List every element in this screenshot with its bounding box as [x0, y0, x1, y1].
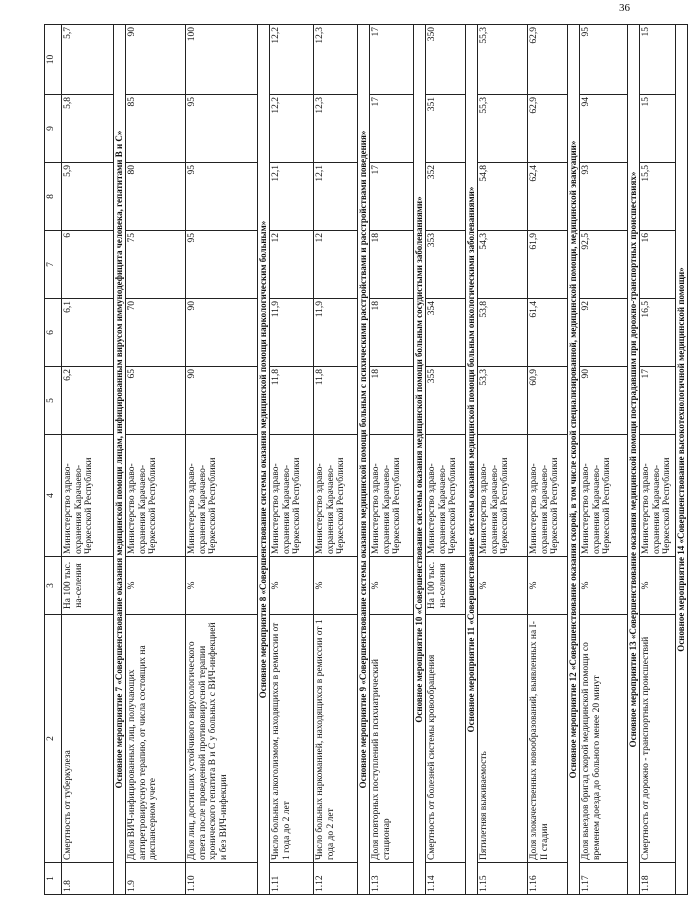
indicator-number: 1.9 — [126, 863, 186, 895]
indicator-value: 18 — [370, 299, 414, 367]
indicator-value: 18 — [370, 367, 414, 435]
indicator-row — [640, 25, 676, 895]
responsible-executor: Министерство здраво-охранения Карачаево-Черкесской Республики — [478, 435, 528, 557]
indicator-name: Доля повторных поступлений в психиатрический стационар — [370, 615, 414, 863]
indicator-value: 95 — [186, 163, 258, 231]
indicator-value: 92,5 — [580, 231, 628, 299]
indicator-value: 80 — [126, 163, 186, 231]
indicator-value: 54,8 — [478, 163, 528, 231]
indicator-value: 5,7 — [62, 25, 114, 95]
indicator-value: 61,9 — [528, 231, 568, 299]
indicator-value: 65 — [126, 367, 186, 435]
indicator-value: 17 — [370, 95, 414, 163]
indicator-name: Доля лиц, достигших устойчивого вирусологического ответа после проведенной противовирусной терапии хронического гепатита В и С у больных с ВИЧ-инфекцией и без ВИЧ-инфекции — [186, 615, 258, 863]
section-title: Основное мероприятие 8 «Совершенствование системы оказания медицинской помощи наркологическим больным» — [258, 25, 270, 895]
indicator-value: 95 — [580, 25, 628, 95]
section-title: Основное мероприятие 12 «Совершенствование оказания скорой, в том числе скорой специализированной, медицинской помощи, медицинской эвакуации» — [568, 25, 580, 895]
indicator-value: 55,3 — [478, 95, 528, 163]
indicator-row — [314, 25, 358, 895]
indicator-value: 95 — [186, 95, 258, 163]
indicator-value: 5,8 — [62, 95, 114, 163]
indicator-value: 62,9 — [528, 25, 568, 95]
indicator-value: 350 — [426, 25, 466, 95]
unit-of-measure: На 100 тыс. на-селения — [62, 557, 114, 615]
section-header-row — [676, 25, 688, 895]
indicators-table — [44, 24, 688, 895]
section-title: Основное мероприятие 10 «Совершенствование системы оказания медицинской помощи больным сосудистыми заболеваниями» — [414, 25, 426, 895]
column-number-row — [45, 25, 62, 895]
section-header-row — [466, 25, 478, 895]
indicator-value: 12 — [270, 231, 314, 299]
unit-of-measure: % — [186, 557, 258, 615]
indicator-value: 100 — [186, 25, 258, 95]
indicator-value: 16 — [640, 231, 676, 299]
indicator-value: 62,9 — [528, 95, 568, 163]
section-header-row — [358, 25, 370, 895]
responsible-executor: Министерство здраво-охранения Карачаево-Черкесской Республики — [426, 435, 466, 557]
section-title: Основное мероприятие 11 «Совершенствование системы оказания медицинской помощи больным онкологическими заболеваниями» — [466, 25, 478, 895]
indicator-value: 18 — [370, 231, 414, 299]
indicator-name: Доля выездов бригад скорой медицинской помощи со временем доезда до больного менее 20 минут — [580, 615, 628, 863]
section-header-row — [414, 25, 426, 895]
indicator-value: 12,2 — [270, 25, 314, 95]
column-number: 7 — [45, 231, 62, 299]
unit-of-measure: % — [126, 557, 186, 615]
indicator-number: 1.14 — [426, 863, 466, 895]
indicator-value: 354 — [426, 299, 466, 367]
indicator-value: 12,2 — [270, 95, 314, 163]
indicator-number: 1.12 — [314, 863, 358, 895]
indicator-value: 353 — [426, 231, 466, 299]
responsible-executor: Министерство здраво-охранения Карачаево-Черкесской Республики — [62, 435, 114, 557]
indicator-row — [580, 25, 628, 895]
indicator-row — [62, 25, 114, 895]
indicator-value: 90 — [186, 299, 258, 367]
indicator-value: 60,9 — [528, 367, 568, 435]
unit-of-measure: % — [528, 557, 568, 615]
indicator-value: 12 — [314, 231, 358, 299]
indicator-value: 90 — [186, 367, 258, 435]
indicator-value: 92 — [580, 299, 628, 367]
indicator-value: 352 — [426, 163, 466, 231]
indicator-number: 1.15 — [478, 863, 528, 895]
indicator-name: Смертность от туберкулеза — [62, 615, 114, 863]
responsible-executor: Министерство здраво-охранения Карачаево-Черкесской Республики — [528, 435, 568, 557]
page-number: 36 — [619, 2, 630, 14]
indicators-table-body — [62, 25, 688, 895]
unit-of-measure: На 100 тыс. на-селения — [426, 557, 466, 615]
indicator-row — [270, 25, 314, 895]
section-title: Основное мероприятие 7 «Совершенствование оказания медицинской помощи лицам, инфицированным вирусом иммунодефицита человека, гепатитами В и С» — [114, 25, 126, 895]
unit-of-measure: % — [478, 557, 528, 615]
indicator-value: 53,8 — [478, 299, 528, 367]
indicator-value: 15,5 — [640, 163, 676, 231]
indicator-row — [426, 25, 466, 895]
indicator-number: 1.16 — [528, 863, 568, 895]
indicator-number: 1.17 — [580, 863, 628, 895]
indicator-value: 61,4 — [528, 299, 568, 367]
indicator-name: Доля злокачественных новообразований, выявленных на I-II стадии — [528, 615, 568, 863]
unit-of-measure: % — [580, 557, 628, 615]
indicator-value: 95 — [186, 231, 258, 299]
indicator-value: 351 — [426, 95, 466, 163]
indicator-value: 62,4 — [528, 163, 568, 231]
indicator-row — [478, 25, 528, 895]
indicator-value: 355 — [426, 367, 466, 435]
indicator-name: Смертность от болезней системы кровообращения — [426, 615, 466, 863]
indicator-value: 12,1 — [314, 163, 358, 231]
section-title: Основное мероприятие 14 «Совершенствование высокотехнологичной медицинской помощи» — [676, 25, 688, 895]
unit-of-measure: % — [370, 557, 414, 615]
indicator-value: 93 — [580, 163, 628, 231]
unit-of-measure: % — [314, 557, 358, 615]
indicator-value: 6 — [62, 231, 114, 299]
indicator-name: Число больных наркоманией, находящихся в ремиссии от 1 года до 2 лет — [314, 615, 358, 863]
indicator-value: 12,1 — [270, 163, 314, 231]
column-number: 10 — [45, 25, 62, 95]
indicator-number: 1.8 — [62, 863, 114, 895]
unit-of-measure: % — [640, 557, 676, 615]
indicator-value: 17 — [370, 163, 414, 231]
indicator-value: 54,3 — [478, 231, 528, 299]
responsible-executor: Министерство здраво-охранения Карачаево-Черкесской Республики — [186, 435, 258, 557]
responsible-executor: Министерство здраво-охранения Карачаево-Черкесской Республики — [270, 435, 314, 557]
indicator-number: 1.10 — [186, 863, 258, 895]
indicator-name: Доля ВИЧ-инфицированных лиц, получающих антиретровирусную терапию, от числа состоящих на диспансерном учете — [126, 615, 186, 863]
indicator-value: 70 — [126, 299, 186, 367]
indicator-number: 1.18 — [640, 863, 676, 895]
indicator-row — [126, 25, 186, 895]
indicator-value: 90 — [126, 25, 186, 95]
column-number: 1 — [45, 863, 62, 895]
indicator-value: 11,9 — [270, 299, 314, 367]
indicator-value: 11,8 — [270, 367, 314, 435]
indicator-value: 55,3 — [478, 25, 528, 95]
responsible-executor: Министерство здраво-охранения Карачаево-Черкесской Республики — [640, 435, 676, 557]
section-header-row — [114, 25, 126, 895]
column-number: 2 — [45, 615, 62, 863]
indicator-value: 12,3 — [314, 95, 358, 163]
column-number: 8 — [45, 163, 62, 231]
section-header-row — [628, 25, 640, 895]
indicator-name: Число больных алкоголизмом, находящихся в ремиссии от 1 года до 2 лет — [270, 615, 314, 863]
indicator-value: 85 — [126, 95, 186, 163]
section-header-row — [568, 25, 580, 895]
indicator-value: 15 — [640, 25, 676, 95]
indicator-row — [370, 25, 414, 895]
unit-of-measure: % — [270, 557, 314, 615]
indicator-value: 94 — [580, 95, 628, 163]
section-title: Основное мероприятие 9 «Совершенствование системы оказания медицинской помощи больным с психическими расстройствами и расстройствами поведения» — [358, 25, 370, 895]
indicator-value: 6,1 — [62, 299, 114, 367]
indicator-value: 90 — [580, 367, 628, 435]
indicator-number: 1.11 — [270, 863, 314, 895]
indicator-row — [186, 25, 258, 895]
indicator-value: 15 — [640, 95, 676, 163]
column-number: 4 — [45, 435, 62, 557]
indicator-value: 11,8 — [314, 367, 358, 435]
column-number: 9 — [45, 95, 62, 163]
indicator-value: 5,9 — [62, 163, 114, 231]
rotated-table-frame — [44, 25, 686, 895]
indicator-value: 53,3 — [478, 367, 528, 435]
column-number: 3 — [45, 557, 62, 615]
indicator-row — [528, 25, 568, 895]
indicator-value: 17 — [640, 367, 676, 435]
responsible-executor: Министерство здраво-охранения Карачаево-Черкесской Республики — [580, 435, 628, 557]
indicator-value: 6,2 — [62, 367, 114, 435]
section-header-row — [258, 25, 270, 895]
responsible-executor: Министерство здраво-охранения Карачаево-Черкесской Республики — [126, 435, 186, 557]
indicator-name: Пятилетняя выживаемость — [478, 615, 528, 863]
responsible-executor: Министерство здраво-охранения Карачаево-Черкесской Республики — [370, 435, 414, 557]
indicator-value: 11,9 — [314, 299, 358, 367]
responsible-executor: Министерство здраво-охранения Карачаево-Черкесской Республики — [314, 435, 358, 557]
column-number: 6 — [45, 299, 62, 367]
indicator-value: 75 — [126, 231, 186, 299]
column-number: 5 — [45, 367, 62, 435]
indicator-name: Смертность от дорожно - транспортных происшествий — [640, 615, 676, 863]
indicator-value: 17 — [370, 25, 414, 95]
indicator-value: 12,3 — [314, 25, 358, 95]
section-title: Основное мероприятие 13 «Совершенствование оказания медицинской помощи пострадавшим при дорожно-транспортных происшествиях» — [628, 25, 640, 895]
indicator-value: 16,5 — [640, 299, 676, 367]
indicator-number: 1.13 — [370, 863, 414, 895]
